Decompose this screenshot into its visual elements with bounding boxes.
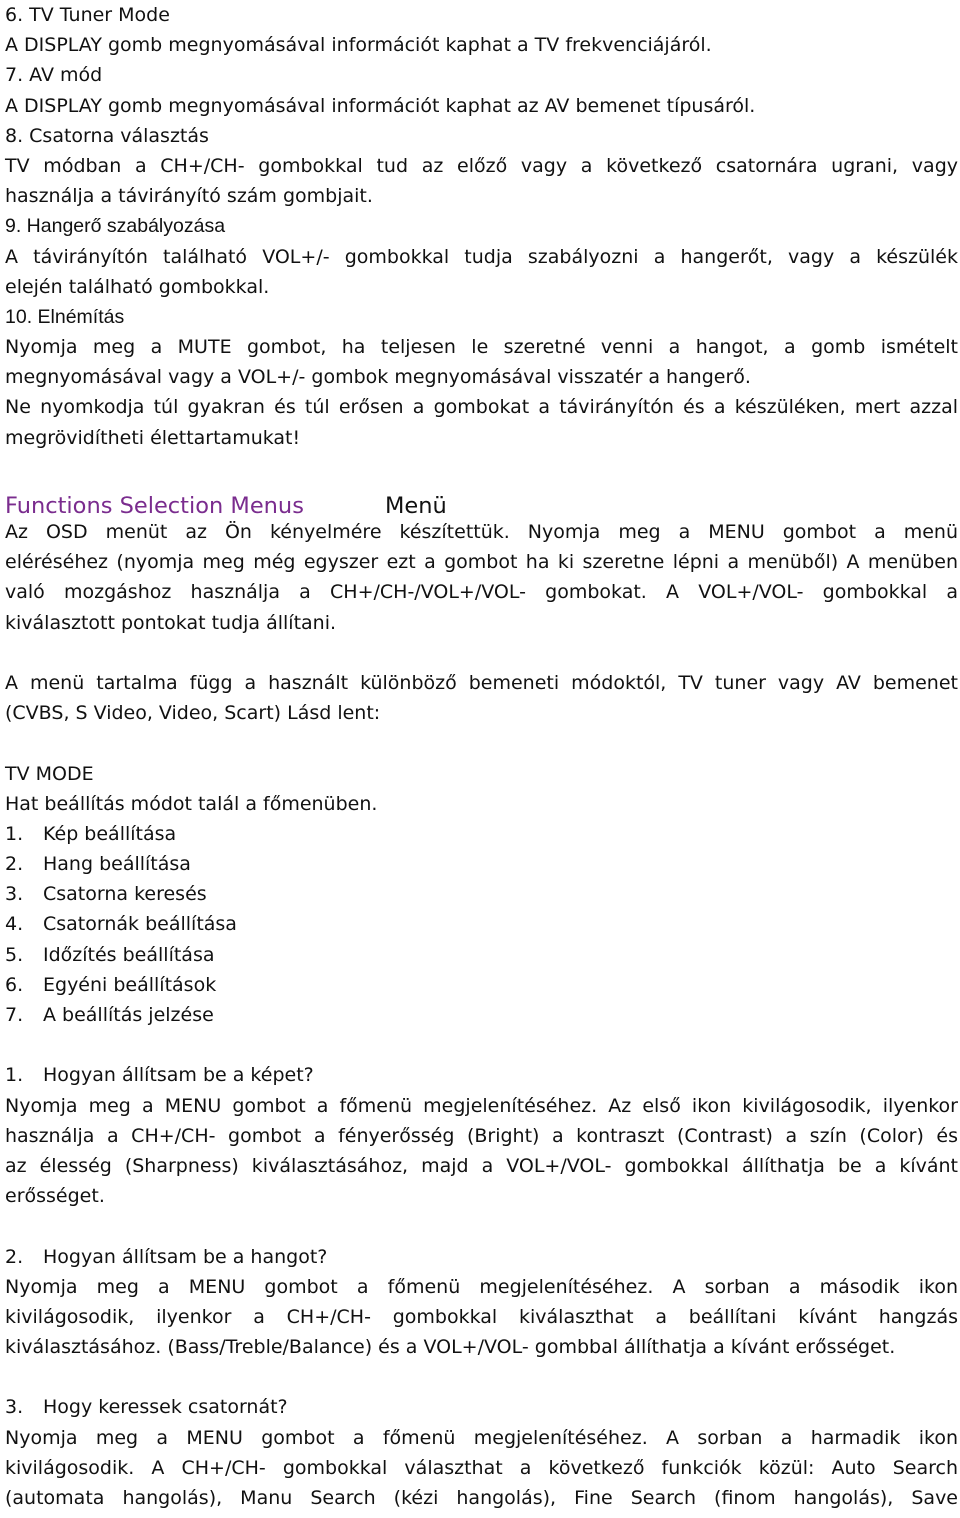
list-item-label: A beállítás jelzése: [43, 1004, 214, 1026]
paragraph-line: (automata hangolás), Manu Search (kézi hangolás), Fine Search (finom hangolás), Save: [5, 1487, 958, 1509]
paragraph-line: erősséget.: [5, 1185, 105, 1208]
question-number: 3.: [5, 1396, 24, 1419]
paragraph-line: Nyomja meg a MENU gombot a főmenü megjelenítéséhez. A sorban a harmadik ikon: [5, 1426, 958, 1449]
list-item: [5, 819, 958, 849]
paragraph-line: eléréséhez (nyomja meg még egyszer ezt a gombot ha ki szeretne lépni a menüből) A menüben: [5, 551, 958, 574]
paragraph-line: kiválasztott pontokat tudja állítani.: [5, 611, 337, 634]
question-number: 2.: [5, 1245, 24, 1268]
paragraph-line: Nyomja meg a MUTE gombot, ha teljesen le szeretné venni a hangot, a gomb ismételt: [5, 336, 958, 359]
spacer: [5, 453, 958, 483]
paragraph-line: kivilágosodik. A CH+/CH- gombokkal választhat a következő funkciók közül: Auto Search: [5, 1456, 958, 1479]
list-item-number: 1.: [5, 822, 24, 845]
list-item-label: Egyéni beállítások: [43, 973, 217, 996]
tv-mode-intro: Hat beállítás módot talál a főmenüben.: [5, 792, 378, 815]
list-item-label: Hang beállítása: [43, 853, 191, 876]
question-heading: [5, 1392, 958, 1422]
list-item: [5, 879, 958, 909]
section-heading-mute: 10. Elnémítás: [5, 305, 125, 328]
tv-mode-title: TV MODE: [5, 762, 94, 785]
section-heading-tv-tuner: 6. TV Tuner Mode: [5, 4, 170, 26]
question-text: Hogyan állítsam be a hangot?: [43, 1245, 328, 1268]
list-item-number: 6.: [5, 973, 24, 996]
paragraph-line: Nyomja meg a MENU gombot a főmenü megjelenítéséhez. Az első ikon kivilágosodik, ilyenkor: [5, 1094, 958, 1117]
paragraph-line: TV módban a CH+/CH- gombokkal tud az előző vagy a következő csatornára ugrani, vagy: [5, 154, 958, 177]
section-heading-channel: 8. Csatorna választás: [5, 124, 209, 147]
question-number: 1.: [5, 1064, 24, 1087]
list-item-label: Csatorna keresés: [43, 883, 207, 906]
question-heading: [5, 1242, 958, 1272]
question-heading: [5, 1060, 958, 1090]
paragraph-line: A menü tartalma függ a használt különböző bemeneti módoktól, TV tuner vagy AV bemenet: [5, 671, 958, 694]
paragraph-line: az élesség (Sharpness) kiválasztásához, majd a VOL+/VOL- gombokkal állíthatja be a kívánt: [5, 1154, 958, 1177]
list-item-label: Időzítés beállítása: [43, 943, 215, 966]
paragraph-line: A DISPLAY gomb megnyomásával információt kaphat az AV bemenet típusáról.: [5, 94, 756, 117]
list-item-number: 5.: [5, 943, 24, 966]
menus-title-hu: Menü: [385, 493, 447, 519]
spacer: [5, 728, 958, 758]
paragraph-line: elején található gombokkal.: [5, 275, 270, 298]
paragraph-line: Nyomja meg a MENU gombot a főmenü megjelenítéséhez. A sorban a második ikon: [5, 1275, 958, 1298]
list-item-label: Csatornák beállítása: [43, 913, 237, 936]
spacer: [5, 638, 958, 668]
paragraph-line: A távirányítón található VOL+/- gombokkal tudja szabályozni a hangerőt, vagy a készülék: [5, 245, 958, 268]
paragraph-line: kiválasztásához. (Bass/Treble/Balance) és a VOL+/VOL- gombbal állíthatja a kívánt erősséget.: [5, 1336, 896, 1359]
list-item-number: 4.: [5, 913, 24, 936]
menus-title: Functions Selection Menus: [5, 493, 304, 519]
paragraph-line: (CVBS, S Video, Video, Scart) Lásd lent:: [5, 702, 381, 725]
list-item: [5, 970, 958, 1000]
paragraph-line: való mozgáshoz használja a CH+/CH-/VOL+/VOL- gombokat. A VOL+/VOL- gombokkal a: [5, 581, 958, 604]
list-item: [5, 1000, 958, 1030]
paragraph-line: A DISPLAY gomb megnyomásával információt kaphat a TV frekvenciájáról.: [5, 34, 712, 57]
paragraph-line: kivilágosodik, ilyenkor a CH+/CH- gombokkal kiválaszthat a beállítani kívánt hangzás: [5, 1305, 958, 1328]
list-item-number: 7.: [5, 1004, 24, 1026]
list-item-label: Kép beállítása: [43, 822, 177, 845]
paragraph-line: használja a távirányító szám gombjait.: [5, 185, 373, 208]
document-page: [5, 0, 958, 1513]
paragraph-line: megrövidítheti élettartamukat!: [5, 426, 301, 449]
list-item: [5, 909, 958, 939]
question-text: Hogy keressek csatornát?: [43, 1396, 288, 1419]
question-text: Hogyan állítsam be a képet?: [43, 1064, 314, 1087]
paragraph-line: megnyomásával vagy a VOL+/- gombok megnyomásával visszatér a hangerő.: [5, 366, 751, 389]
spacer: [5, 1362, 958, 1392]
list-item-number: 2.: [5, 853, 24, 876]
paragraph-line: Ne nyomkodja túl gyakran és túl erősen a gombokat a távirányítón és a készüléken, mert azzal: [5, 396, 958, 419]
paragraph-line: használja a CH+/CH- gombot a fényerősség (Bright) a kontraszt (Contrast) a szín (Color) és: [5, 1124, 958, 1147]
spacer: [5, 1211, 958, 1241]
section-heading-av: 7. AV mód: [5, 64, 103, 87]
list-item: [5, 940, 958, 970]
paragraph-line: Az OSD menüt az Ön kényelmére készítettük. Nyomja meg a MENU gombot a menü: [5, 521, 958, 543]
list-item-number: 3.: [5, 883, 24, 906]
section-heading-volume: 9. Hangerő szabályozása: [5, 215, 226, 238]
list-item: [5, 849, 958, 879]
spacer: [5, 1030, 958, 1060]
